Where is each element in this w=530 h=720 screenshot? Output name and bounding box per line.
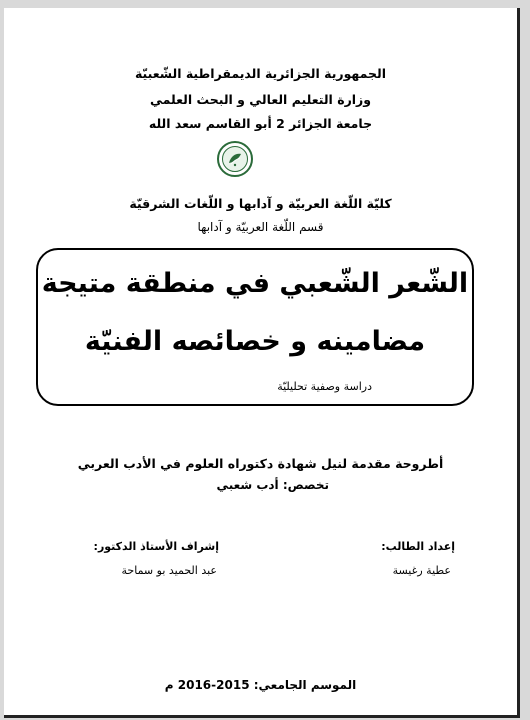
supervisor-name: عبد الحميد بو سماحة xyxy=(121,564,217,577)
thesis-specialty: تخصص: أدب شعبي xyxy=(216,478,329,492)
university-heading: جامعة الجزائر 2 أبو القاسم سعد الله xyxy=(148,116,373,131)
student-label: إعداد الطالب: xyxy=(381,540,455,553)
thesis-description: أطروحة مقدمة لنيل شهادة دكتوراه العلوم في الأدب العربي xyxy=(77,456,444,471)
document-page xyxy=(4,8,520,718)
university-seal-icon xyxy=(217,141,253,177)
title-frame xyxy=(36,248,474,406)
department-heading: قسم اللّغة العربيّة و آدابها xyxy=(197,220,324,234)
thesis-title-line-1: الشّعر الشّعبي في منطقة متيجة xyxy=(41,268,469,299)
thesis-title-line-2: مضامينه و خصائصه الفنيّة xyxy=(84,326,426,357)
republic-heading: الجمهورية الجزائرية الديمقراطية الشّعبيّة xyxy=(134,66,387,81)
ministry-heading: وزارة التعليم العالي و البحث العلمي xyxy=(149,92,372,107)
student-name: عطية رغيسة xyxy=(392,564,451,577)
faculty-heading: كليّة اللّغة العربيّة و آدابها و اللّغات الشرقيّة xyxy=(129,196,392,211)
thesis-subtitle: دراسة وصفية تحليليّة xyxy=(277,380,372,393)
academic-year: الموسم الجامعي: 2015-2016 م xyxy=(164,678,357,692)
supervisor-label: إشراف الأستاذ الدكتور: xyxy=(93,540,219,553)
leaf-emblem-icon xyxy=(225,149,245,169)
